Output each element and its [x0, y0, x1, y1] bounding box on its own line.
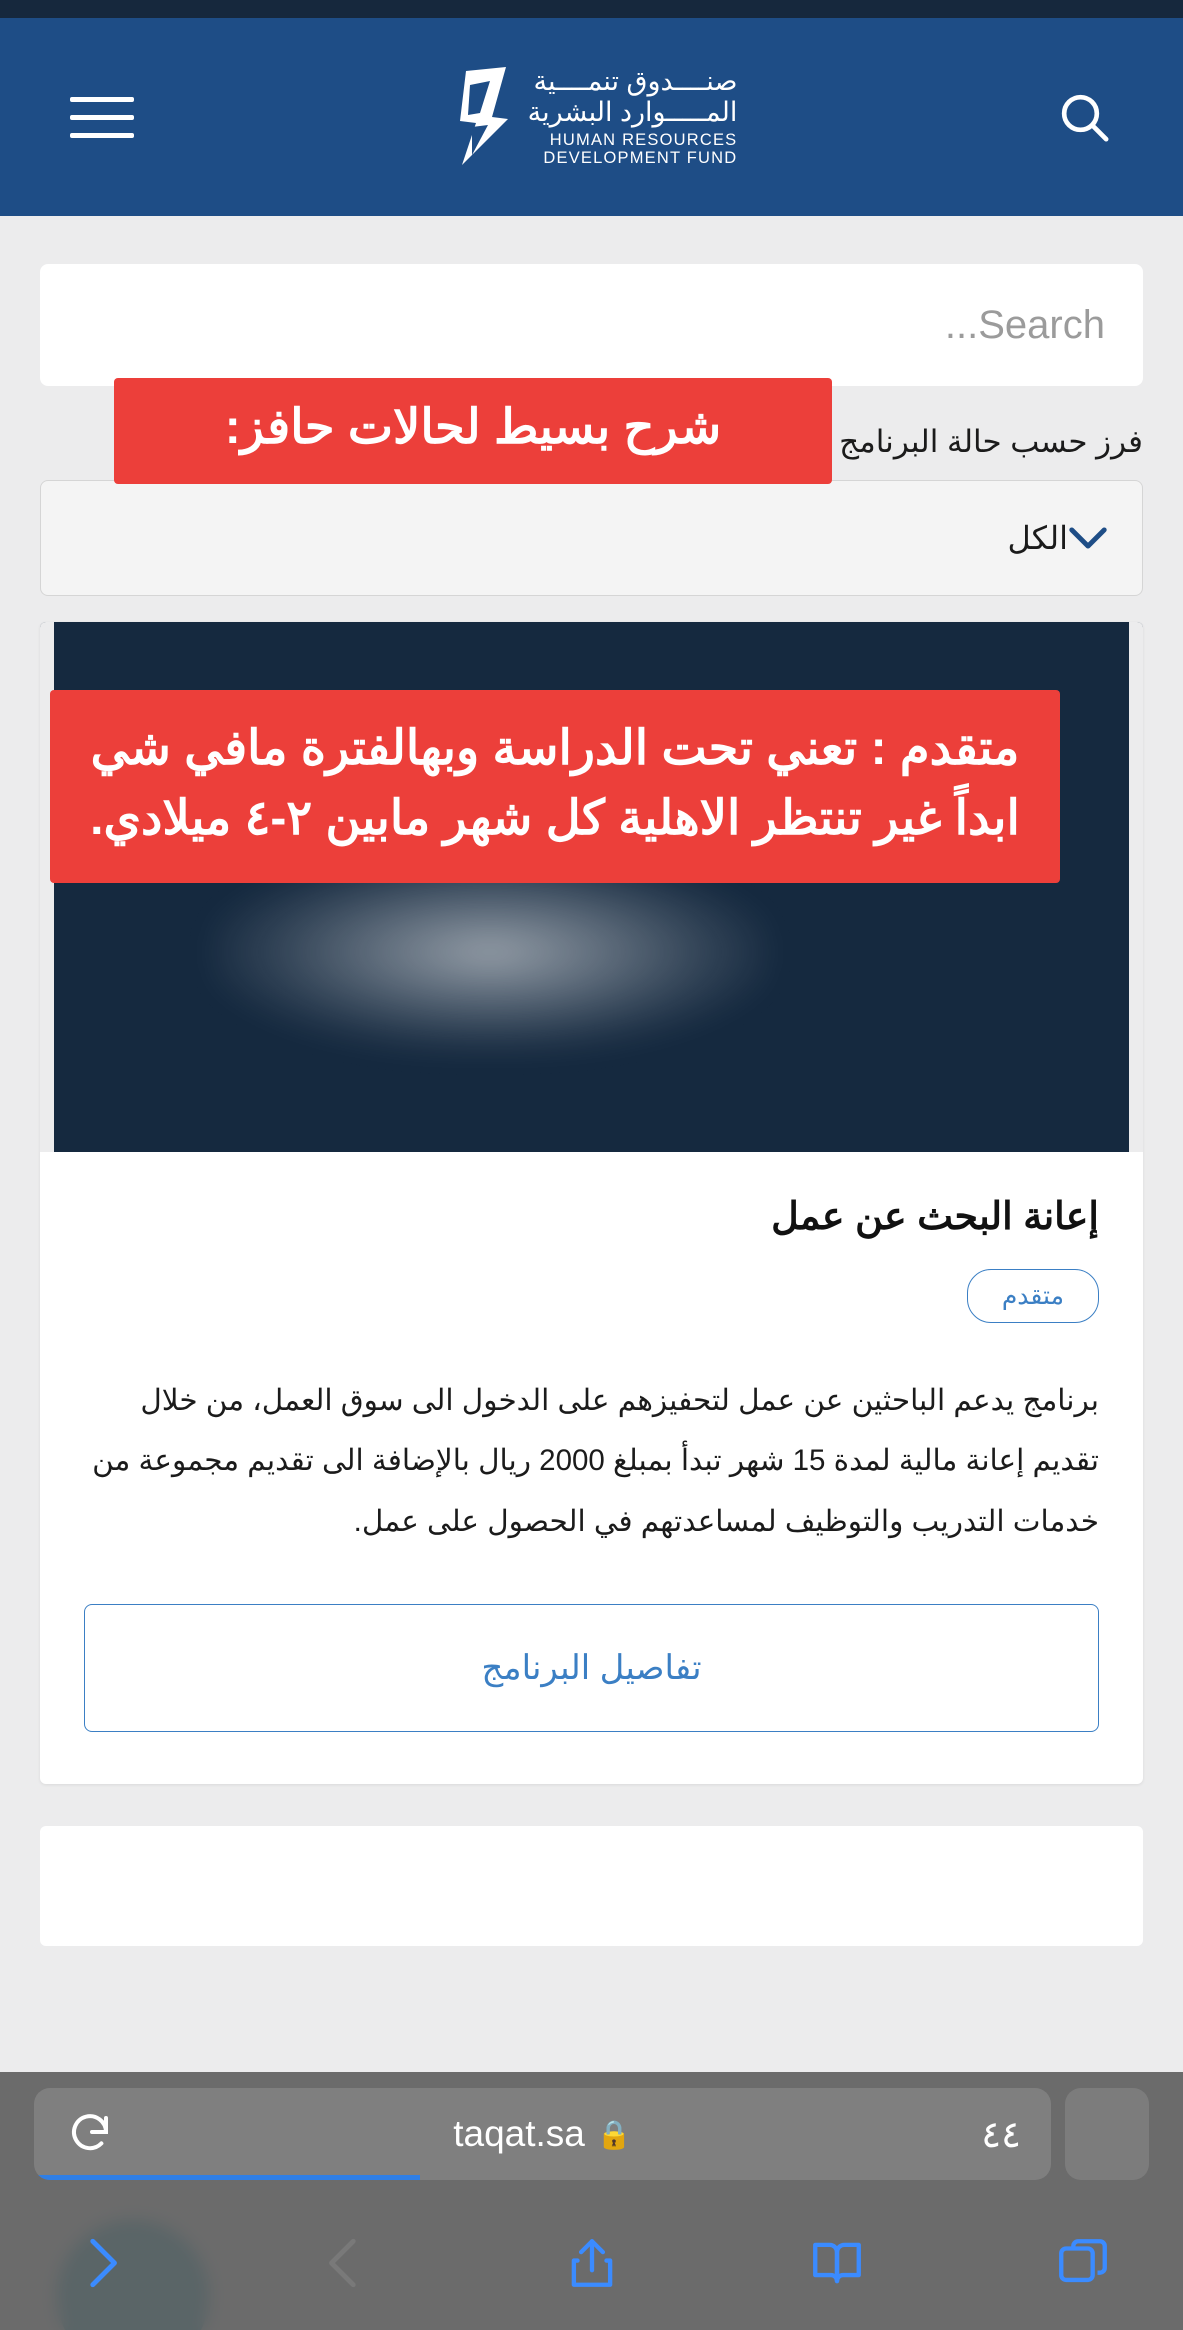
program-details-button[interactable]: تفاصيل البرنامج [84, 1604, 1099, 1732]
logo-arabic-line1: صنــــدوق تنمــــية [533, 66, 738, 97]
chevron-left-icon[interactable] [298, 2220, 394, 2306]
menu-line-3 [70, 133, 134, 138]
annotation-callout-2: متقدم : تعني تحت الدراسة وبهالفترة مافي شي ابداً غير تنتظر الاهلية كل شهر مابين ٢-٤ ميلادي. [50, 690, 1060, 883]
status-badge-row [84, 1239, 1099, 1323]
address-bar-center [34, 2113, 1051, 2155]
lock-icon: 🔒 [596, 2118, 632, 2150]
hrdf-emblem-icon [446, 67, 516, 167]
chevron-right-icon[interactable] [52, 2220, 148, 2306]
search-input[interactable] [78, 303, 1105, 348]
url-row [0, 2072, 1183, 2196]
page-content [0, 216, 1183, 2330]
book-icon[interactable] [789, 2220, 885, 2306]
site-logo [427, 66, 757, 167]
program-card-body [40, 1152, 1143, 1784]
logo-english-line1: HUMAN RESOURCES [549, 130, 738, 149]
banner-edge-right [1129, 622, 1143, 1152]
tabs-icon[interactable] [1035, 2220, 1131, 2306]
program-description: برنامج يدعم الباحثين عن عمل لتحفيزهم على الدخول الى سوق العمل، من خلال تقديم إعانة مالية لمدة 15 شهر تبدأ بمبلغ 2000 ريال بالإضافة الى تقديم مجموعة من خدمات التدريب والتوظيف لمساعدتهم في الحصول على عمل. [92, 1384, 1099, 1538]
menu-line-2 [70, 115, 134, 120]
site-logo-text [528, 66, 738, 167]
browser-toolbar [0, 2196, 1183, 2330]
adjacent-tab-preview[interactable] [1065, 2088, 1149, 2180]
hamburger-menu-icon[interactable] [62, 82, 142, 152]
filter-label: فرز حسب حالة البرنامج [839, 424, 1143, 459]
annotation-callout-1: شرح بسيط لحالات حافز: [114, 378, 832, 484]
next-program-card-partial[interactable] [40, 1826, 1143, 1946]
status-bar-strip [0, 0, 1183, 18]
logo-english-line2: DEVELOPMENT FUND [543, 149, 738, 168]
tab-count-label[interactable]: ٤٤ [981, 2113, 1021, 2155]
site-header [0, 18, 1183, 216]
program-status-selected-value: الكل [1007, 520, 1068, 556]
logo-arabic-line2: المـــــوارد البشرية [527, 96, 738, 127]
address-bar[interactable] [34, 2088, 1051, 2180]
page-load-progress [34, 2175, 420, 2180]
search-icon[interactable] [1047, 80, 1121, 154]
page-url: taqat.sa [453, 2113, 585, 2154]
browser-chrome [0, 2072, 1183, 2330]
share-icon[interactable] [544, 2220, 640, 2306]
status-badge: متقدم [967, 1269, 1099, 1323]
chevron-down-icon [1068, 525, 1108, 551]
search-field-container[interactable] [40, 264, 1143, 386]
program-status-select[interactable] [40, 480, 1143, 596]
menu-line-1 [70, 97, 134, 102]
program-title: إعانة البحث عن عمل [771, 1196, 1099, 1238]
